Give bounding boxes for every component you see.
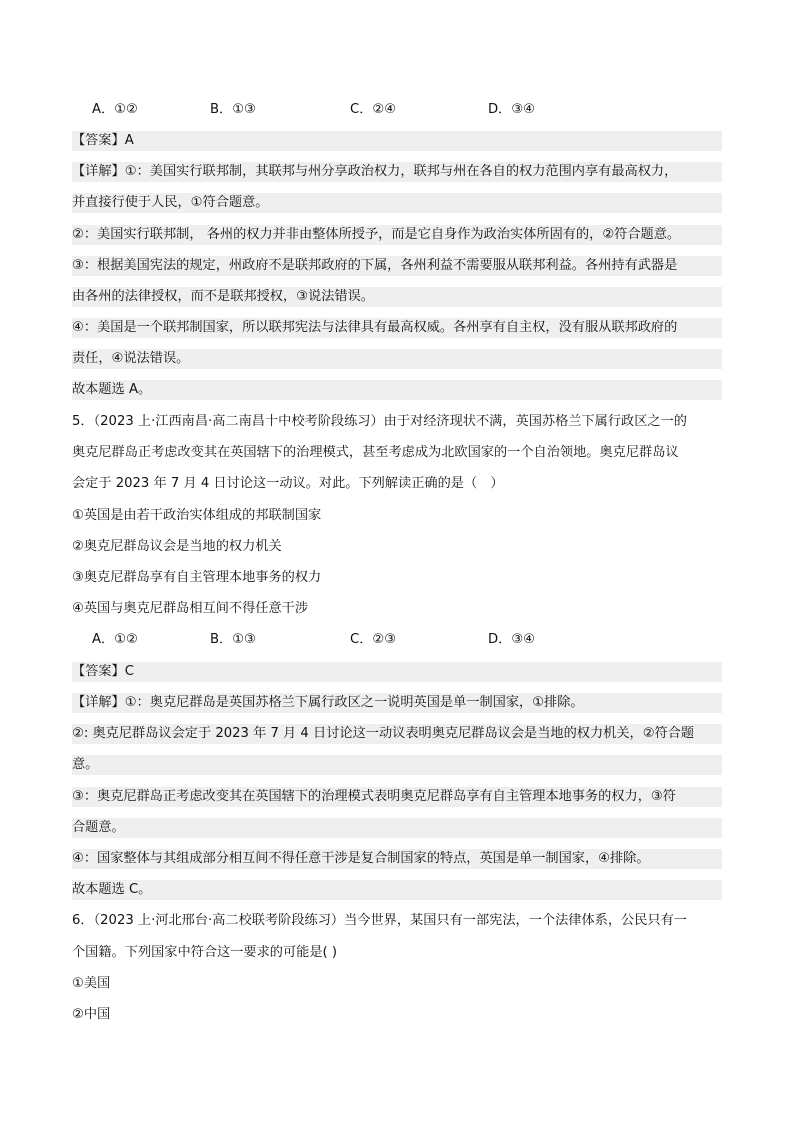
q5-option-b: B．①③ (210, 632, 256, 647)
q4-explain-line: 责任，④说法错误。 (72, 349, 722, 369)
q6-item: ①美国 (72, 976, 111, 991)
q6-stem-line: 个国籍。下列国家中符合这一要求的可能是( ) (72, 945, 338, 960)
q5-option-d: D．③④ (488, 632, 535, 647)
q4-option-b: B．①③ (210, 102, 256, 117)
q5-stem-line: 奥克尼群岛正考虑改变其在英国辖下的治理模式，甚至考虑成为北欧国家的一个自治领地。奥克尼群岛议 (72, 445, 679, 460)
q5-option-c: C．②③ (350, 632, 397, 647)
q4-explain-line: ②：美国实行联邦制， 各州的权力并非由整体所授予，而是它自身作为政治实体所固有的，②符合题意。 (72, 225, 722, 245)
q5-explain-line: 意。 (72, 755, 722, 775)
q4-explain-line: 由各州的法律授权，而不是联邦授权，③说法错误。 (72, 287, 722, 307)
q5-item: ④英国与奥克尼群岛相互间不得任意干涉 (72, 601, 309, 616)
q5-explain-line: ④：国家整体与其组成部分相互间不得任意干涉是复合制国家的特点，英国是单一制国家，④排除。 (72, 849, 722, 869)
q4-conclusion: 故本题选 A。 (72, 380, 722, 400)
q5-explain-line: ③：奥克尼群岛正考虑改变其在英国辖下的治理模式表明奥克尼群岛享有自主管理本地事务的权力，③符 (72, 787, 722, 807)
q5-option-a: A．①② (92, 632, 138, 647)
q4-option-d: D．③④ (488, 102, 535, 117)
q5-stem-line: 会定于 2023 年 7 月 4 日讨论这一动议。对此。下列解读正确的是（ ） (72, 476, 504, 491)
q6-item: ②中国 (72, 1007, 111, 1022)
q5-explain-line: 【详解】①：奥克尼群岛是英国苏格兰下属行政区之一说明英国是单一制国家，①排除。 (72, 693, 722, 713)
q4-explain-line: 【详解】①：美国实行联邦制，其联邦与州分享政治权力，联邦与州在各自的权力范围内享有最高权力， (72, 162, 722, 182)
q4-option-c: C．②④ (350, 102, 397, 117)
q4-explain-line: ③：根据美国宪法的规定，州政府不是联邦政府的下属，各州利益不需要服从联邦利益。各州持有武器是 (72, 256, 722, 276)
q5-explain-line: ②: 奥克尼群岛议会定于 2023 年 7 月 4 日讨论这一动议表明奥克尼群岛议会是当地的权力机关，②符合题 (72, 724, 722, 744)
q5-answer: 【答案】C (72, 662, 722, 682)
q5-item: ②奥克尼群岛议会是当地的权力机关 (72, 539, 282, 554)
q6-stem-line: 6．（2023 上·河北邢台·高二校联考阶段练习）当今世界，某国只有一部宪法，一个法律体系，公民只有一 (72, 913, 687, 928)
q5-stem-line: 5．（2023 上·江西南昌·高二南昌十中校考阶段练习）由于对经济现状不满，英国苏格兰下属行政区之一的 (72, 414, 687, 429)
q4-answer: 【答案】A (72, 131, 722, 151)
q5-item: ③奥克尼群岛享有自主管理本地事务的权力 (72, 570, 322, 585)
q4-explain-line: ④：美国是一个联邦制国家，所以联邦宪法与法律具有最高权威。各州享有自主权，没有服从联邦政府的 (72, 318, 722, 338)
q5-conclusion: 故本题选 C。 (72, 880, 722, 900)
q5-explain-line: 合题意。 (72, 818, 722, 838)
q4-explain-line: 并直接行使于人民，①符合题意。 (72, 193, 722, 213)
q4-option-a: A．①② (92, 102, 138, 117)
q5-item: ①英国是由若干政治实体组成的邦联制国家 (72, 508, 322, 523)
